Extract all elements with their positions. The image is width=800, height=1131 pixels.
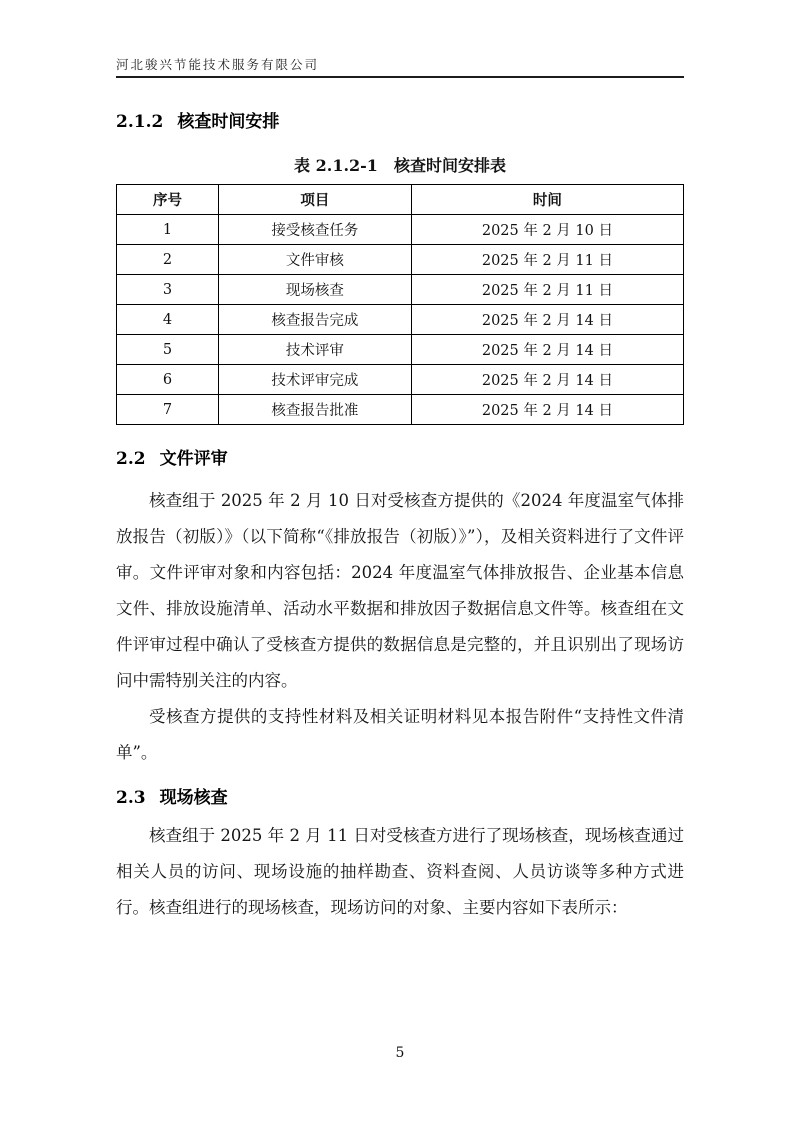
- table-row: [117, 365, 684, 395]
- company-name: 河北骏兴节能技术服务有限公司: [116, 57, 320, 72]
- cell-seq: 6: [117, 365, 219, 395]
- section-heading-2-1-2: [116, 107, 684, 132]
- cell-time: 2025 年 2 月 14 日: [411, 365, 683, 395]
- schedule-table: [116, 184, 684, 425]
- cell-time: 2025 年 2 月 11 日: [411, 245, 683, 275]
- column-header-time: 时间: [411, 185, 683, 215]
- table-row: [117, 245, 684, 275]
- cell-item: 现场核查: [219, 275, 412, 305]
- cell-time: 2025 年 2 月 14 日: [411, 305, 683, 335]
- table-row: [117, 395, 684, 425]
- section-heading-2-3: [116, 783, 684, 808]
- cell-seq: 3: [117, 275, 219, 305]
- cell-item: 接受核查任务: [219, 215, 412, 245]
- table-caption: [116, 153, 684, 176]
- paragraph-site-visit: 核查组于 2025 年 2 月 11 日对受核查方进行了现场核查，现场核查通过相关人员的访问、现场设施的抽样勘查、资料查阅、人员访谈等多种方式进行。核查组进行的现场核查，现场访问的对象、主要内容如下表所示：: [116, 826, 684, 917]
- cell-seq: 5: [117, 335, 219, 365]
- table-row: [117, 215, 684, 245]
- table-row: [117, 305, 684, 335]
- cell-item: 核查报告批准: [219, 395, 412, 425]
- page-number: 5: [395, 1045, 405, 1061]
- table-caption-title: 核查时间安排表: [393, 156, 506, 175]
- section-number: 2.1.2: [116, 112, 164, 132]
- cell-seq: 4: [117, 305, 219, 335]
- table-caption-label: 表 2.1.2-1: [294, 156, 378, 175]
- table-row: [117, 335, 684, 365]
- cell-time: 2025 年 2 月 14 日: [411, 395, 683, 425]
- cell-seq: 1: [117, 215, 219, 245]
- section-number: 2.2: [116, 449, 146, 469]
- cell-time: 2025 年 2 月 14 日: [411, 335, 683, 365]
- cell-item: 技术评审完成: [219, 365, 412, 395]
- section-heading-2-2: [116, 444, 684, 469]
- section-title: 核查时间安排: [177, 112, 280, 132]
- cell-time: 2025 年 2 月 10 日: [411, 215, 683, 245]
- cell-item: 技术评审: [219, 335, 412, 365]
- cell-seq: 2: [117, 245, 219, 275]
- table-row: [117, 275, 684, 305]
- column-header-item: 项目: [219, 185, 412, 215]
- section-title: 现场核查: [159, 788, 228, 808]
- cell-time: 2025 年 2 月 11 日: [411, 275, 683, 305]
- section-title: 文件评审: [159, 449, 228, 469]
- paragraph-document-review-2: 受核查方提供的支持性材料及相关证明材料见本报告附件“支持性文件清单”。: [116, 707, 684, 762]
- table-header-row: [117, 185, 684, 215]
- page-header: [116, 0, 684, 78]
- cell-item: 核查报告完成: [219, 305, 412, 335]
- column-header-seq: 序号: [117, 185, 219, 215]
- cell-seq: 7: [117, 395, 219, 425]
- paragraph-document-review-1: 核查组于 2025 年 2 月 10 日对受核查方提供的《2024 年度温室气体排放报告（初版）》（以下简称“《排放报告（初版）》”），及相关资料进行了文件评审。文件评审对象和内容包括：2024 年度温室气体排放报告、企业基本信息文件、排放设施清单、活动水平数据和排放因子数据信息文件等。核查组在文件评审过程中确认了受核查方提供的数据信息是完整的，并且识别出了现场访问中需特别关注的内容。: [116, 491, 684, 690]
- section-number: 2.3: [116, 788, 146, 808]
- cell-item: 文件审核: [219, 245, 412, 275]
